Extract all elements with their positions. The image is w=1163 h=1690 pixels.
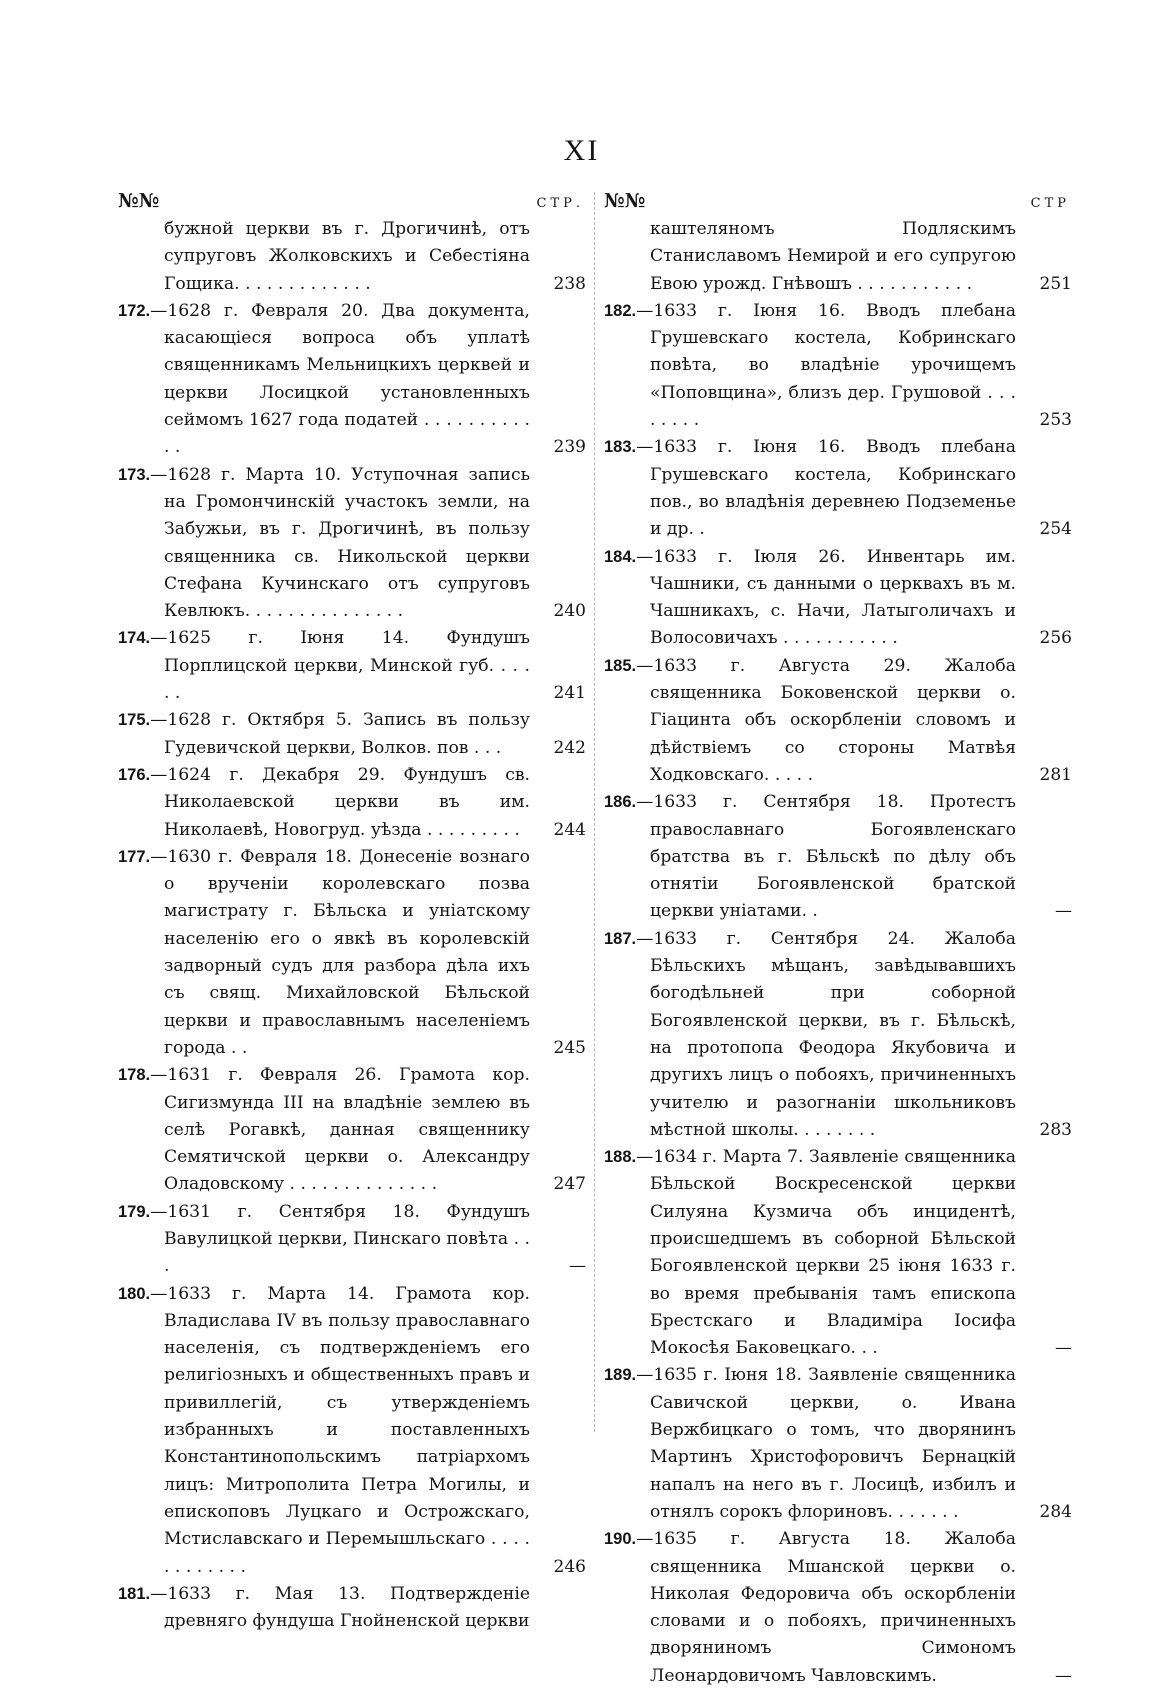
entry-text-block — [604, 1526, 1016, 1690]
entry-page: 241 — [553, 683, 586, 704]
entry-number: 188. — [604, 1148, 637, 1167]
left-column — [118, 190, 588, 1635]
entry-number: 173. — [118, 465, 151, 484]
toc-entry — [118, 844, 588, 1062]
entry-number: 187. — [604, 929, 637, 948]
right-column-header — [604, 190, 1074, 216]
toc-entry — [118, 707, 588, 762]
entry-text-block — [604, 1362, 1016, 1526]
entry-text-block — [118, 462, 530, 626]
toc-entry — [118, 1062, 588, 1198]
entry-number: 182. — [604, 301, 637, 320]
entry-title: —1631 г. Февраля 26. Грамота кор. Сигизмунда III на владѣніе землею въ селѣ Рогавкѣ, данная священнику Семятичской церкви о. Александру Оладовскому . . . . . . . . . . . . . . — [150, 1065, 530, 1195]
toc-entry — [604, 434, 1074, 543]
entry-title: —1634 г. Марта 7. Заявленіе священника Бѣльской Воскресенской церкви Силуяна Кузмича объ инцидентѣ, происшедшемъ въ соборной Бѣльской Богоявленской церкви 25 іюня 1633 г. во время пребыванія тамъ епископа Брестскаго и Владиміра Іосифа Мокосѣя Баковецкаго. . . — [636, 1147, 1016, 1359]
entry-title: бужной церкви въ г. Дрогичинѣ, отъ супруговъ Жолковскихъ и Себестіяна Гощика. . . . . . . . . . . . . — [164, 219, 530, 294]
entry-title: —1628 г. Октября 5. Запись въ пользу Гудевичской церкви, Волков. пов . . . — [150, 710, 530, 758]
entry-number: 174. — [118, 629, 151, 648]
entry-number: 172. — [118, 301, 151, 320]
entry-text-block — [118, 298, 530, 462]
toc-entry — [604, 653, 1074, 789]
entry-title: —1633 г. Іюля 26. Инвентарь им. Чашники, съ данными о церквахъ въ м. Чашникахъ, с. Начи, Латыголичахъ и Волосовичахъ . . . . . . . . . . . — [636, 546, 1016, 649]
entry-title: —1633 г. Сентября 18. Протестъ православнаго Богоявленскаго братства въ г. Бѣльскѣ по дѣлу объ отнятіи Богоявленской братской церкви уніатами. . — [636, 792, 1016, 922]
entry-page: — — [1055, 1665, 1072, 1686]
entry-text-block — [604, 434, 1016, 543]
entry-page: 283 — [1039, 1119, 1072, 1140]
toc-entry — [604, 1362, 1074, 1526]
entry-title: —1631 г. Сентября 18. Фундушъ Вавулицкой церкви, Пинскаго повѣта . . . — [150, 1201, 530, 1277]
entry-text-block — [118, 1581, 530, 1636]
entry-number: 190. — [604, 1530, 637, 1549]
entry-title: —1630 г. Февраля 18. Донесеніе вознаго о врученіи королевскаго позва магистрату г. Бѣльска и уніатскому населенію его о явкѣ въ королевскій задворный судъ для разбора дѣла ихъ съ свящ. Михайловской Бѣльской церкви и православнымъ населеніемъ города . . — [150, 846, 530, 1058]
entry-number: 180. — [118, 1284, 151, 1303]
entry-page: 251 — [1039, 273, 1072, 294]
entry-page: 284 — [1039, 1501, 1072, 1522]
toc-entry — [118, 1199, 588, 1281]
toc-entry — [604, 544, 1074, 653]
entry-text-block — [604, 926, 1016, 1144]
entry-text-block — [604, 1144, 1016, 1362]
entry-page: 247 — [553, 1174, 586, 1195]
right-column — [604, 190, 1074, 1690]
entry-title: —1633 г. Августа 29. Жалоба священника Боковенской церкви о. Гіацинта объ оскорбленіи словомъ и дѣйствіемъ со стороны Матвѣя Ходковскаго. . . . . — [636, 655, 1016, 785]
entry-page: — — [569, 1256, 586, 1277]
entry-text-block — [118, 1062, 530, 1198]
toc-entry — [118, 462, 588, 626]
entry-number: 179. — [118, 1202, 151, 1221]
entry-text-block — [118, 707, 530, 762]
entry-text-block — [118, 844, 530, 1062]
left-column-header — [118, 190, 588, 216]
page-header: СТР. — [536, 196, 584, 211]
entry-title: —1635 г. Августа 18. Жалоба священника Мшанской церкви о. Николая Федоровича объ оскорбленіи словами и о побояхъ, причиненныхъ дворяниномъ Симономъ Леонардовичомъ Чавловскимъ. — [636, 1529, 1016, 1686]
entry-number: 185. — [604, 656, 637, 675]
toc-entry — [118, 762, 588, 844]
entry-page: 240 — [553, 601, 586, 622]
entry-page: 238 — [553, 273, 586, 294]
entry-number: 175. — [118, 711, 151, 730]
number-header: №№ — [118, 190, 160, 212]
entry-page: 239 — [553, 437, 586, 458]
entry-title: —1625 г. Іюня 14. Фундушъ Порплицской церкви, Минской губ. . . . . . — [150, 628, 530, 704]
entry-text-block — [604, 653, 1016, 789]
toc-entry — [604, 926, 1074, 1144]
entry-number: 177. — [118, 847, 151, 866]
toc-entry — [118, 1581, 588, 1636]
entry-page: — — [1055, 1338, 1072, 1359]
entry-title: —1628 г. Февраля 20. Два документа, касающіеся вопроса объ уплатѣ священникамъ Мельницкихъ церквей и церкви Лосицкой установленныхъ сеймомъ 1627 года податей . . . . . . . . . . . . — [150, 300, 530, 458]
entry-number: 186. — [604, 793, 637, 812]
entry-text-block — [118, 1281, 530, 1581]
entry-title: —1628 г. Марта 10. Уступочная запись на Громончинскій участокъ земли, на Забужьи, въ г. Дрогичинѣ, въ пользу священника св. Никольской церкви Стефана Кучинскаго отъ супруговъ Кевлюкъ. . . . . . . . . . . . . . . — [150, 464, 530, 622]
entry-title: —1624 г. Декабря 29. Фундушъ св. Николаевской церкви въ им. Николаевѣ, Новогруд. уѣзда . . . . . . . . . — [150, 764, 530, 840]
entry-page: 254 — [1039, 519, 1072, 540]
entry-page: 253 — [1039, 410, 1072, 431]
entry-page: — — [1055, 901, 1072, 922]
entry-title: каштеляномъ Подляскимъ Станиславомъ Немирой и его супругою Евою урожд. Гнѣвошъ . . . . . . . . . . . — [650, 219, 1016, 294]
entry-page: 246 — [553, 1556, 586, 1577]
entry-text-block — [604, 789, 1016, 925]
entry-page: 242 — [553, 737, 586, 758]
entry-title: —1633 г. Мая 13. Подтвержденіе древняго фундуша Гнойненской церкви — [150, 1583, 530, 1632]
right-entries — [604, 216, 1074, 1690]
entry-text-block — [118, 1199, 530, 1281]
number-header: №№ — [604, 190, 646, 212]
entry-title: —1635 г. Іюня 18. Заявленіе священника Савичской церкви, о. Ивана Вержбицкаго о томъ, что дворянинъ Мартинъ Христофоровичъ Бернацкій напалъ на него въ г. Лосицѣ, избилъ и отнялъ сорокъ флориновъ. . . . . . . — [636, 1365, 1016, 1522]
toc-entry — [604, 216, 1074, 298]
entry-text-block — [604, 216, 1016, 298]
entry-text-block — [118, 625, 530, 707]
page-header: СТР — [1030, 196, 1070, 211]
entry-page: 256 — [1039, 628, 1072, 649]
entry-number: 189. — [604, 1366, 637, 1385]
toc-entry — [604, 789, 1074, 925]
entry-page: 281 — [1039, 764, 1072, 785]
toc-entry — [604, 1144, 1074, 1362]
toc-entry — [118, 298, 588, 462]
entry-number: 178. — [118, 1066, 151, 1085]
toc-entry — [118, 1281, 588, 1581]
entry-title: —1633 г. Іюня 16. Вводъ плебана Грушевскаго костела, Кобринскаго пов., во владѣнія деревнею Подземенье и др. . — [636, 437, 1016, 540]
entry-page: 245 — [553, 1037, 586, 1058]
left-entries — [118, 216, 588, 1635]
entry-text-block — [604, 298, 1016, 434]
entry-text-block — [118, 216, 530, 298]
entry-number: 176. — [118, 765, 151, 784]
entry-page: 244 — [553, 819, 586, 840]
entry-number: 181. — [118, 1584, 151, 1603]
toc-entry — [118, 216, 588, 298]
toc-entry — [118, 625, 588, 707]
toc-entry — [604, 298, 1074, 434]
entry-number: 184. — [604, 547, 637, 566]
entry-title: —1633 г. Сентября 24. Жалоба Бѣльскихъ мѣщанъ, завѣдывавшихъ богодѣльней при соборной Богоявленской церкви, въ г. Бѣльскѣ, на протопопа Феодора Якубовича и другихъ лицъ о побояхъ, причиненныхъ учителю и разогнаніи школьниковъ мѣстной школы. . . . . . . . — [636, 928, 1016, 1140]
entry-number: 183. — [604, 438, 637, 457]
entry-text-block — [118, 762, 530, 844]
toc-entry — [604, 1526, 1074, 1690]
entry-title: —1633 г. Марта 14. Грамота кор. Владислава IV въ пользу православнаго населенія, съ подтвержденіемъ его религіозныхъ и общественныхъ правъ и привиллегій, съ утвержденіемъ избранныхъ и поставленныхъ Константинопольскимъ патріархомъ лицъ: Митрополита Петра Могилы, и епископовъ Луцкаго и Острожскаго, Мстиславскаго и Перемышльскаго . . . . . . . . . . . . — [150, 1283, 530, 1577]
column-divider — [594, 192, 595, 1432]
entry-title: —1633 г. Іюня 16. Вводъ плебана Грушевскаго костела, Кобринскаго повѣта, во владѣніе урочищемъ «Поповщина», близъ дер. Грушовой . . . . . . . . — [636, 300, 1016, 431]
entry-text-block — [604, 544, 1016, 653]
page-number: XI — [563, 134, 600, 167]
